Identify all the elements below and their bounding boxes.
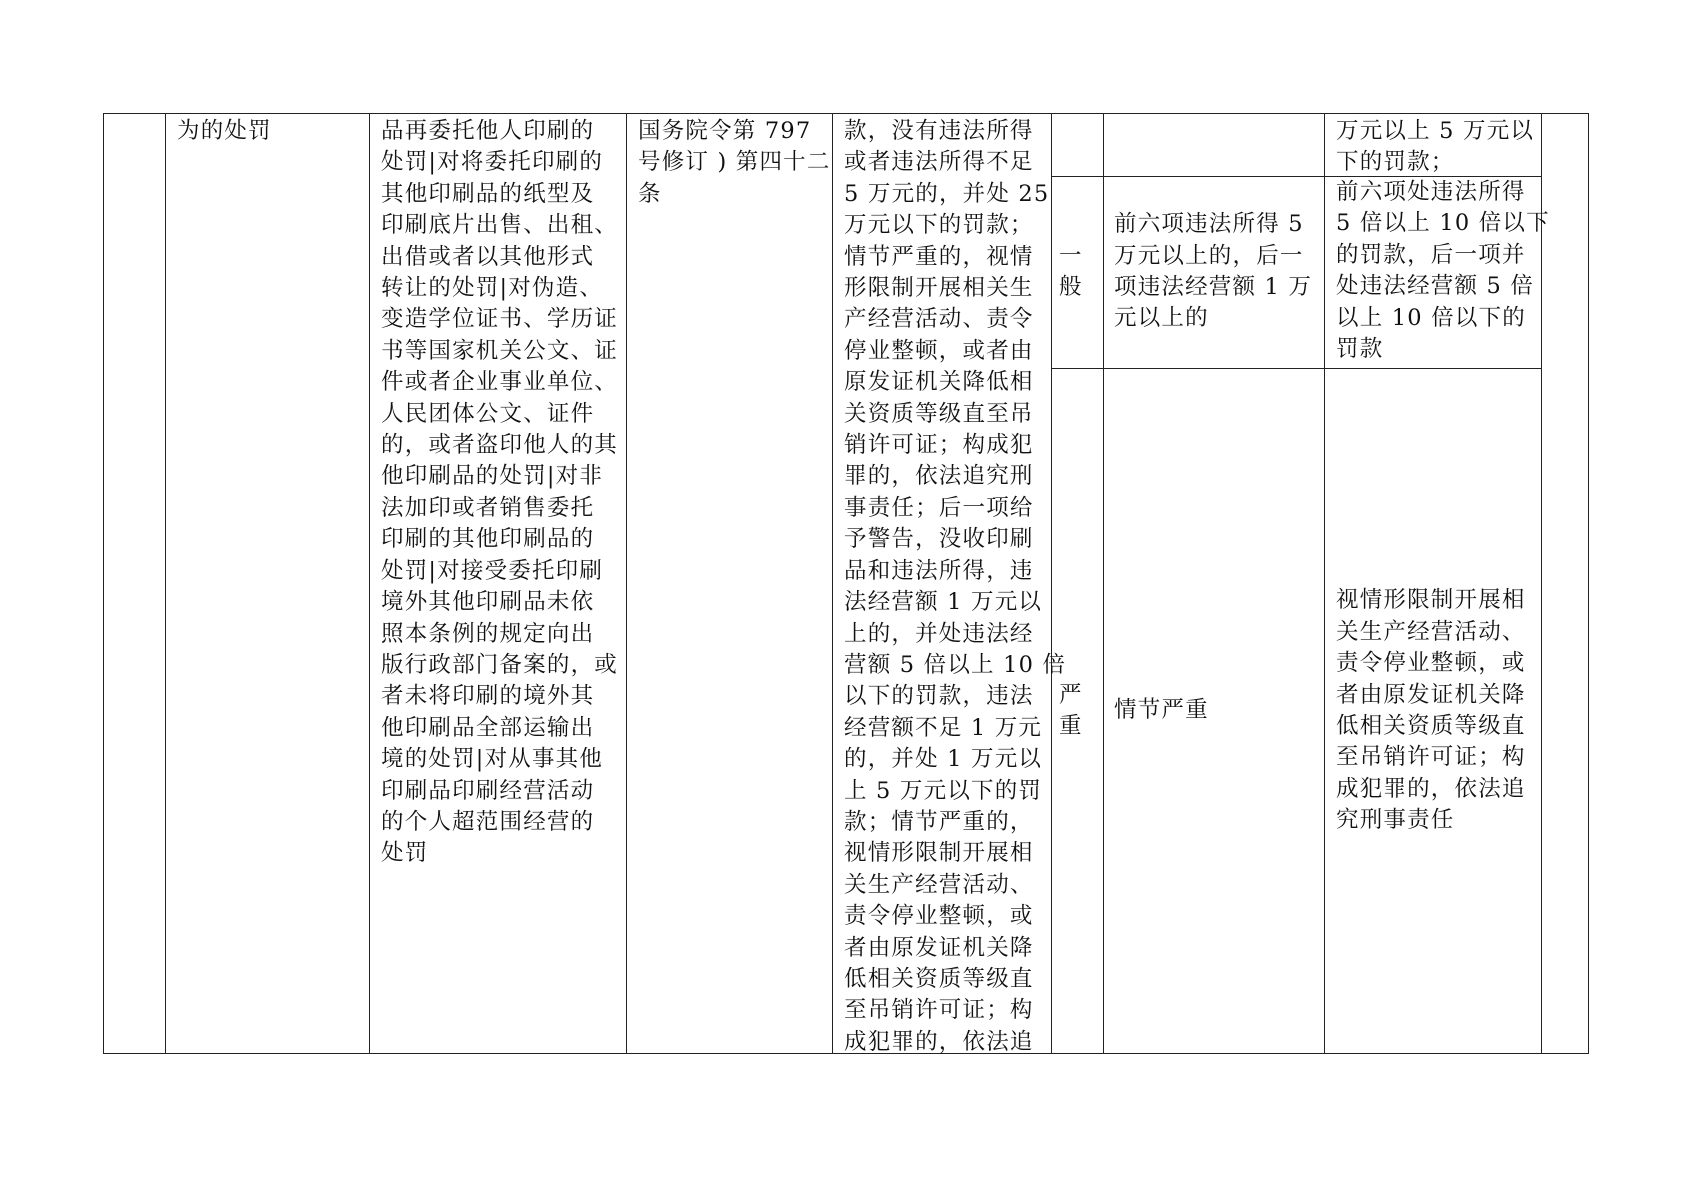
column-divider <box>1324 114 1325 1053</box>
standard-cell: 万元以上 5 万元以 下的罚款； <box>1336 118 1535 176</box>
legal-basis-cell: 国务院令第 797 号修订 ) 第四十二 条 <box>638 118 831 207</box>
circumstance-cell: 前六项违法所得 5 万元以上的，后一 项违法经营额 1 万 元以上的 <box>1114 211 1313 332</box>
level-cell: 严 重 <box>1059 681 1083 739</box>
penalty-provision-cell: 款，没有违法所得 或者违法所得不足 5 万元的，并处 25 万元以下的罚款； 情节严重的，视情 形限制开展相关生 产经营活动、责令 停业整顿，或者由 原发证机关降低相 关资质等级直至吊 销许可证；构成犯 罪的，依法追究刑 事责任；后一项给 予警告，没收印刷 品和违法所得，违 法经营额 1 万元以 上的，并处违法经 营额 5 倍以上 10 倍 以下的罚款，违法 经营额不足 1 万元 的，并处 1 万元以 上 5 万元以下的罚 款；情节严重的， 视情形限制开展相 关生产经营活动、 责令停业整顿，或 者由原发证机关降 低相关资质等级直 至吊销许可证；构 成犯罪的，依法追 <box>844 118 1067 1055</box>
circumstance-cell: 情节严重 <box>1114 697 1209 724</box>
column-divider <box>165 114 166 1053</box>
violation-cell: 为的处罚 <box>177 118 272 144</box>
column-divider <box>832 114 833 1053</box>
items-cell: 品再委托他人印刷的 处罚|对将委托印刷的 其他印刷品的纸型及 印刷底片出售、出租、 出借或者以其他形式 转让的处罚|对伪造、 变造学位证书、学历证 书等国家机关公文、证 件或者企业事业单位、 人民团体公文、证件 的，或者盗印他人的其 他印刷品的处罚|对非 法加印或者销售委托 印刷的其他印刷品的 处罚|对接受委托印刷 境外其他印刷品未依 照本条例的规定向出 版行政部门备案的，或 者未将印刷的境外其 他印刷品全部运输出 境的处罚|对从事其他 印刷品印刷经营活动 的个人超范围经营的 处罚 <box>381 118 619 867</box>
column-divider <box>626 114 627 1053</box>
column-divider <box>1103 114 1104 1053</box>
penalty-table <box>103 113 1589 1054</box>
level-cell: 一 般 <box>1059 242 1083 300</box>
standard-cell: 前六项处违法所得 5 倍以上 10 倍以下 的罚款，后一项并 处违法经营额 5 倍 以上 10 倍以下的 罚款 <box>1336 179 1550 363</box>
column-divider <box>369 114 370 1053</box>
standard-cell: 视情形限制开展相 关生产经营活动、 责令停业整顿，或 者由原发证机关降 低相关资质等级直 至吊销许可证；构 成犯罪的，依法追 究刑事责任 <box>1336 587 1526 834</box>
